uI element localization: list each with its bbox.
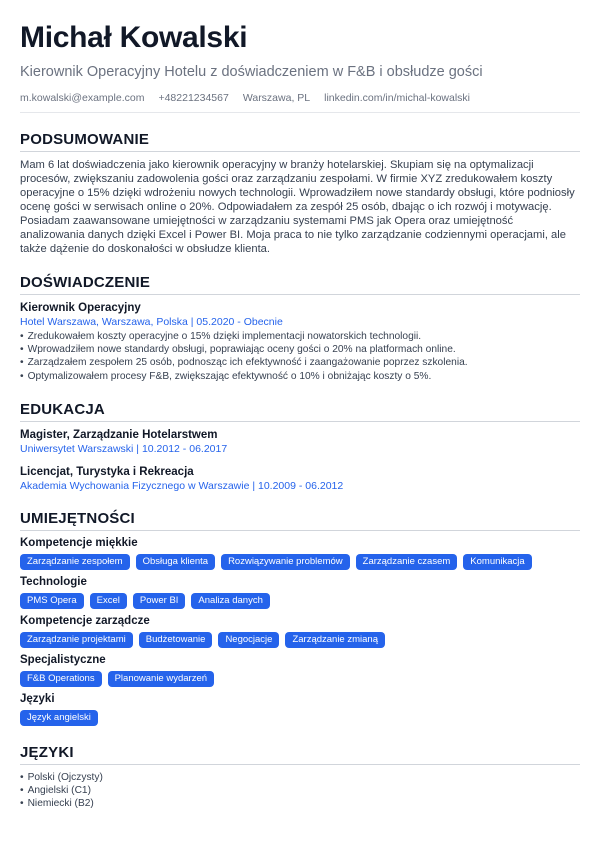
job-bullet: • Optymalizowałem procesy F&B, zwiększając efektywność o 10% i obniżając koszty o 5%. [20, 370, 580, 383]
contact-row [20, 92, 580, 104]
experience-section [20, 274, 580, 383]
skill-tag: Negocjacje [218, 632, 279, 648]
education-entry [20, 429, 580, 455]
skill-group-title: Języki [20, 692, 55, 705]
section-title-summary: PODSUMOWANIE [20, 131, 580, 152]
skill-tag: Excel [90, 593, 127, 609]
skill-tags [20, 554, 580, 570]
language-item: • Polski (Ojczysty) [20, 771, 580, 784]
education-degree: Magister, Zarządzanie Hotelarstwem [20, 428, 218, 441]
skill-group-title: Technologie [20, 575, 87, 588]
skills-section [20, 510, 580, 726]
section-title-education: EDUKACJA [20, 401, 580, 422]
job-bullet: • Zredukowałem koszty operacyjne o 15% dzięki implementacji nowatorskich technologii. [20, 330, 580, 343]
job-bullet: • Zarządzałem zespołem 25 osób, podnosząc ich efektywność i zaangażowanie poprzez szkolenia. [20, 356, 580, 369]
education-meta: Akademia Wychowania Fizycznego w Warszawie | 10.2009 - 06.2012 [20, 479, 344, 492]
contact-location: Warszawa, PL [242, 92, 311, 104]
contact-linkedin[interactable]: linkedin.com/in/michal-kowalski [324, 92, 471, 104]
skill-group-title: Specjalistyczne [20, 653, 106, 666]
candidate-name: Michał Kowalski [20, 21, 248, 54]
skill-tags [20, 632, 580, 648]
skill-tag: F&B Operations [20, 671, 102, 687]
skill-tag: Zarządzanie zmianą [285, 632, 385, 648]
skill-group-specialist [20, 654, 580, 687]
language-item: • Niemiecki (B2) [20, 797, 580, 810]
skill-group-languages [20, 693, 580, 726]
skill-tag: Power BI [133, 593, 186, 609]
skill-tag: Analiza danych [191, 593, 269, 609]
skill-tag: PMS Opera [20, 593, 84, 609]
headline: Kierownik Operacyjny Hotelu z doświadczeniem w F&B i obsłudze gości [20, 64, 483, 80]
section-title-skills: UMIEJĘTNOŚCI [20, 510, 580, 531]
language-list [20, 771, 580, 810]
section-title-experience: DOŚWIADCZENIE [20, 274, 580, 295]
skill-group-management [20, 615, 580, 648]
section-title-languages: JĘZYKI [20, 744, 580, 765]
skill-group-title: Kompetencje miękkie [20, 536, 138, 549]
education-meta: Uniwersytet Warszawski | 10.2012 - 06.2017 [20, 442, 228, 455]
skill-tag: Obsługa klienta [136, 554, 215, 570]
skill-tag: Rozwiązywanie problemów [221, 554, 350, 570]
skill-tags [20, 593, 580, 609]
job-entry [20, 302, 580, 383]
skill-tag: Zarządzanie zespołem [20, 554, 130, 570]
skill-tag: Budżetowanie [139, 632, 213, 648]
education-entry [20, 466, 580, 492]
skill-tag: Planowanie wydarzeń [108, 671, 214, 687]
job-meta: Hotel Warszawa, Warszawa, Polska | 05.2020 - Obecnie [20, 316, 283, 328]
skill-tags [20, 671, 580, 687]
summary-section [20, 131, 580, 256]
skill-tags [20, 710, 580, 726]
job-bullets [20, 330, 580, 383]
skill-tag: Język angielski [20, 710, 98, 726]
summary-text: Mam 6 lat doświadczenia jako kierownik operacyjny w branży hotelarskiej. Skupiam się na optymalizacji procesów, zwiększaniu zadowolenia gości oraz zarządzaniu zespołami. W firmie XYZ zredukowałem koszty operacyjne o 15% dzięki wdrożeniu nowych technologii. Wprowadziłem nowe standardy obsługi, które podniosły ocenę gości w serwisach online o 20%. Odpowiadałem za zespół 25 osób, dbając o ich rozwój i motywację. Posiadam zaawansowane umiejętności w zarządzaniu systemami PMS jak Opera oraz umiejętność analizowania danych dzięki Excel i Power BI. Moja praca to nie tylko zarządzanie codziennymi operacjami, ale także dążenie do doskonałości w obsłudze klienta. [20, 159, 575, 255]
education-degree: Licencjat, Turystyka i Rekreacja [20, 465, 194, 478]
skill-group-soft [20, 537, 580, 570]
skill-group-tech [20, 576, 580, 609]
header-divider [20, 112, 580, 113]
languages-section [20, 744, 580, 810]
contact-phone[interactable]: +48221234567 [158, 92, 229, 104]
education-section [20, 401, 580, 492]
skill-group-title: Kompetencje zarządcze [20, 614, 150, 627]
job-bullet: • Wprowadziłem nowe standardy obsługi, poprawiając oceny gości o 20% na platformach online. [20, 343, 580, 356]
skill-tag: Zarządzanie projektami [20, 632, 133, 648]
contact-email[interactable]: m.kowalski@example.com [20, 92, 145, 104]
job-role: Kierownik Operacyjny [20, 302, 141, 314]
skill-tag: Komunikacja [463, 554, 531, 570]
skill-tag: Zarządzanie czasem [356, 554, 458, 570]
language-item: • Angielski (C1) [20, 784, 580, 797]
